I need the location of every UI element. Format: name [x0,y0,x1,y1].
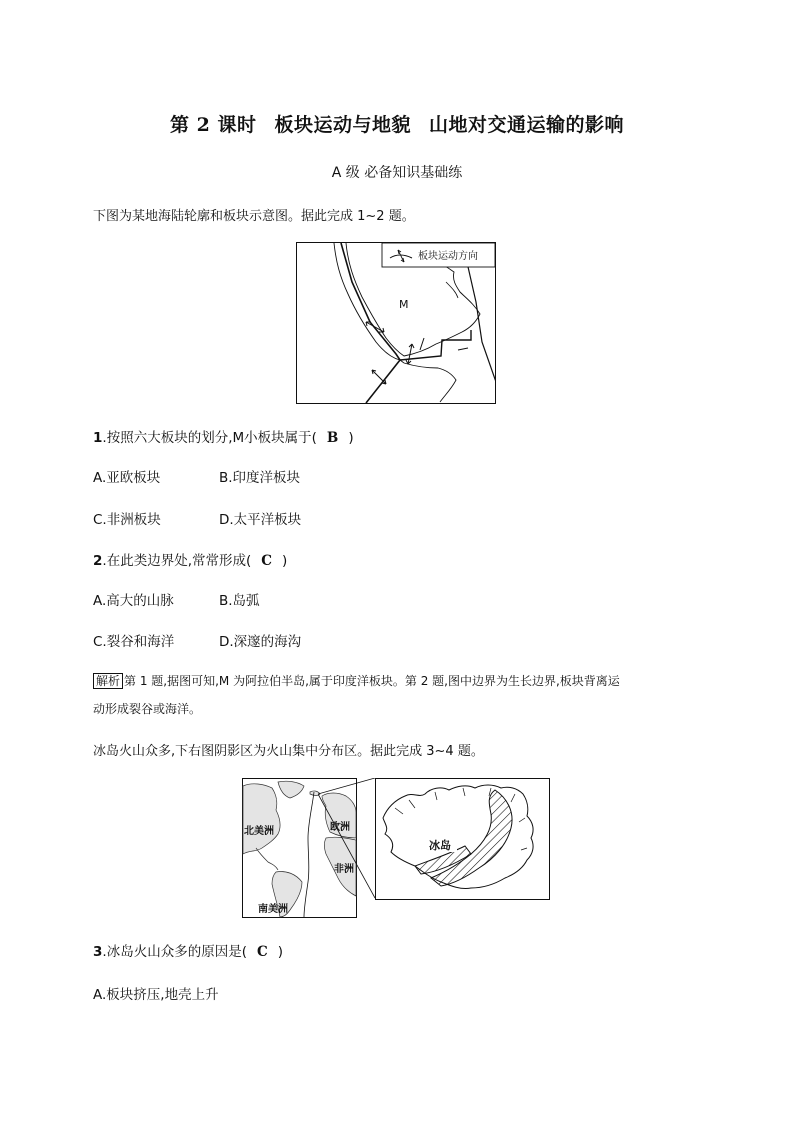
q3-number: 3 [93,944,103,960]
q1-number: 1 [93,430,103,446]
title-part-lesson: 第 2 课时 [170,114,257,136]
label-africa: 非洲 [334,864,354,875]
section-level: A 级 必备知识基础练 [331,165,463,181]
label-north-america: 北美洲 [244,826,274,837]
question-3 [93,940,283,960]
q3-close: ) [277,944,283,960]
q1-option-a[interactable]: A.亚欧板块 [93,470,161,486]
q2-answer: C [261,553,273,569]
q3-text: .冰岛火山众多的原因是( [102,944,247,960]
iceland-map [375,778,550,900]
q1-text: .按照六大板块的划分,M小板块属于( [102,430,317,446]
question-2 [93,549,287,569]
analysis-tag: 解析 [93,673,123,689]
analysis-text-1: 第 1 题,据图可知,M 为阿拉伯半岛,属于印度洋板块。第 2 题,图中边界为生长边界,板块背离运 [124,674,620,688]
page-title [0,110,794,137]
q2-number: 2 [93,553,103,569]
q3-answer: C [256,944,268,960]
question-1 [93,426,354,446]
label-south-america: 南美洲 [258,904,288,915]
q2-option-b[interactable]: B.岛弧 [219,593,260,609]
legend-label: 板块运动方向 [418,251,478,262]
zoom-connector [318,778,378,900]
label-iceland: 冰岛 [429,839,451,852]
q1-close: ) [348,430,354,446]
q2-option-a[interactable]: A.高大的山脉 [93,593,174,609]
q2-close: ) [282,553,288,569]
analysis-line-2: 动形成裂谷或海洋。 [93,702,202,716]
q1-option-c[interactable]: C.非洲板块 [93,512,161,528]
q1-option-d[interactable]: D.太平洋板块 [219,512,302,528]
q2-text: .在此类边界处,常常形成( [102,553,252,569]
plate-label-m: M [399,298,409,311]
q2-option-c[interactable]: C.裂谷和海洋 [93,634,175,650]
title-part-topic2: 山地对交通运输的影响 [428,114,624,136]
plate-map [296,242,496,404]
analysis-line-1 [93,672,703,689]
intro-text-1: 下图为某地海陆轮廓和板块示意图。据此完成 1~2 题。 [93,209,415,224]
q2-option-d[interactable]: D.深邃的海沟 [219,634,302,650]
q1-option-b[interactable]: B.印度洋板块 [219,470,301,486]
label-europe: 欧洲 [330,822,350,833]
q3-option-a[interactable]: A.板块挤压,地壳上升 [93,987,219,1003]
intro-text-2: 冰岛火山众多,下右图阴影区为火山集中分布区。据此完成 3~4 题。 [93,744,484,759]
title-part-topic1: 板块运动与地貌 [274,114,411,136]
q1-answer: B [326,430,339,446]
